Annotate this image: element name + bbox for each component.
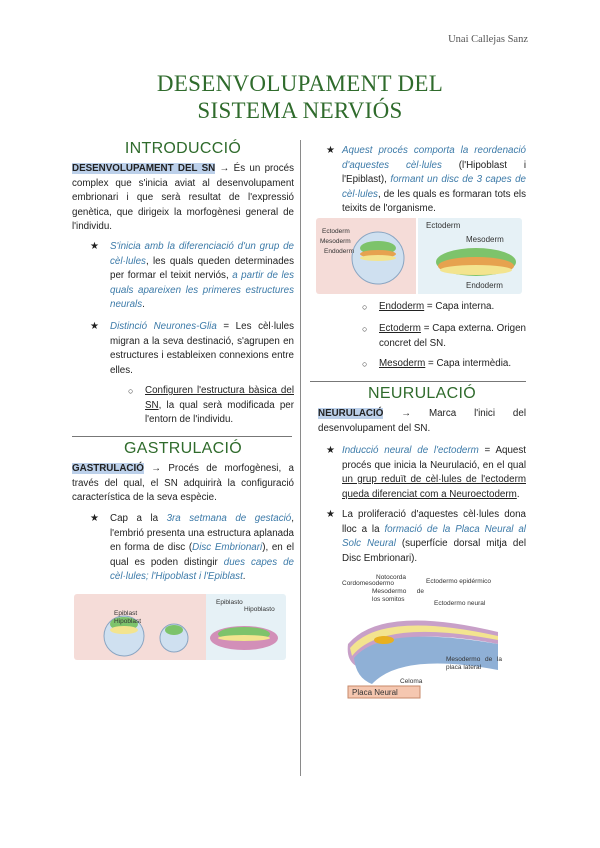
germ-layers-figure [316, 218, 522, 294]
gastrulation-figure [74, 594, 286, 660]
fig-label-mesodermo-somitos: Mesodermo de los somitos [372, 588, 424, 603]
neural-plate-figure [342, 574, 502, 702]
fig-label-ectoderm-left: Ectoderm [322, 228, 350, 235]
star-icon: ★ [90, 241, 99, 252]
fig-label-epiblast: Epiblast [114, 610, 138, 617]
right-column: ★ Aquest procés comporta la reordenació d'aquestes cèl·lules (l'Hipoblast i l'Epiblast), formant un disc de 3 capes de cèl·lules, de les quals es formaran tots els teixits de l'organisme. Ectoderm Mesoderm Endoderm Ectoderm Mesoderm Endoderm ○ Endoderm = Capa interna. ○ Ectoderm = Capa externa. Origen concret del SN. ○ Mesoderm = Capa intermèdia. NEURULACIÓ NEURULACIÓ → Marca l'inici del desenvolupament del SN. ★ Inducció neural de l'ectoderm = Aquest procés que inicia la Neurulació, en el qual un grup reduït de cèl·lules de l'ectoderm queda diferenciat com a Neuroectoderm. ★ La proliferació d'aquestes cèl·lules dona lloc a la formació de la Placa Neural al Solc Neural (superfície dorsal mitja del Disc Embrionari). Notocorda Ectodermo epidérmico Cordomesodermo Mesodermo de los somitos Ectodermo neural Mesodermo de la placa lateral Celoma Placa Neural [318, 0, 526, 848]
neurulation-heading: NEURULACIÓ [368, 385, 476, 402]
fig-label-ectodermo-epidermico: Ectodermo epidérmico [426, 578, 492, 585]
fig-label-mesoderm-left: Mesoderm [320, 238, 351, 245]
star-icon: ★ [326, 445, 335, 456]
fig-label-endoderm-left: Endoderm [324, 248, 354, 255]
gastrulation-paragraph: GASTRULACIÓ → Procés de morfogènesi, a través del qual, el SN adquirirà la configuració característica de la seva espècie. [72, 463, 294, 503]
intro-term: DESENVOLUPAMENT DEL SN [72, 163, 216, 174]
title-line-2: SISTEMA NERVIÓS [197, 98, 403, 123]
fig-label-ectoderm-right: Ectoderm [426, 221, 461, 230]
gastrulation-term: GASTRULACIÓ [72, 463, 144, 474]
intro-paragraph: DESENVOLUPAMENT DEL SN → És un procés complex que s'inicia aviat al desenvolupament embrionari i que serà resultat de l'expressió genètica, que dirigeix la morfogènesi general de l'individu. [72, 163, 294, 232]
fig-label-celoma: Celoma [400, 678, 423, 685]
fig-label-cordomesodermo: Cordomesodermo [342, 580, 395, 587]
title-line-1: DESENVOLUPAMENT DEL [156, 71, 444, 96]
fig-label-epiblasto: Epiblasto [216, 599, 243, 606]
star-icon: ★ [90, 513, 99, 524]
fig-label-endoderm-right: Endoderm [466, 281, 503, 290]
fig-label-mesodermo-placa: Mesodermo de la placa lateral [446, 656, 502, 671]
circle-bullet-icon: ○ [362, 302, 368, 312]
star-icon: ★ [90, 321, 99, 332]
fig-label-hypoblast: Hipoblast [114, 618, 142, 625]
column-divider [300, 140, 301, 776]
fig-label-ectodermo-neural: Ectodermo neural [434, 600, 486, 607]
gastrulation-illustration [74, 594, 286, 660]
left-column: INTRODUCCIÓ DESENVOLUPAMENT DEL SN → És un procés complex que s'inicia aviat al desenvolupament embrionari i que serà resultat de l'expressió genètica, que dirigeix la morfogènesi general de l'individu. ★ S'inicia amb la diferenciació d'un grup de cèl·lules, les quals queden determinades per formar el teixit nerviós, a partir de les quals apareixen les primeres estructures neurals. ★ Distinció Neurones-Glia = Les cèl·lules migran a la seva destinació, s'agrupen en estructures i estableixen connexions entre elles. ○ Configuren l'estructura bàsica del SN, la qual serà modificada per l'entorn de l'individu. GASTRULACIÓ GASTRULACIÓ → Procés de morfogènesi, a través del qual, el SN adquirirà la configuració característica de la seva espècie. ★ Cap a la 3ra setmana de gestació, l'embrió presenta una estructura aplanada en forma de disc (Disc Embrionari), en el qual es poden distingir dues capes de cèl·lules; l'Hipoblast i l'Epiblast. Epiblast Hipoblast Epiblasto Hipoblasto [72, 0, 294, 848]
star-icon: ★ [326, 145, 335, 156]
section-divider-left [72, 436, 292, 437]
fig-label-hipoblasto: Hipoblasto [244, 606, 275, 613]
fig-label-mesoderm-right: Mesoderm [466, 235, 504, 244]
circle-bullet-icon: ○ [128, 386, 134, 396]
neurulation-paragraph: NEURULACIÓ → Marca l'inici del desenvolupament del SN. [318, 408, 526, 434]
circle-bullet-icon: ○ [362, 324, 368, 334]
section-divider-right [310, 381, 526, 382]
neurulation-term: NEURULACIÓ [318, 408, 384, 419]
fig-label-notocorda: Notocorda [376, 574, 406, 581]
star-icon: ★ [326, 509, 335, 520]
fig-label-placa-neural: Placa Neural [352, 688, 398, 697]
gastrulation-heading: GASTRULACIÓ [124, 440, 242, 457]
intro-heading: INTRODUCCIÓ [124, 140, 242, 157]
circle-bullet-icon: ○ [362, 359, 368, 369]
intro-text: És un procés complex que s'inicia aviat al desenvolupament embrionari i que serà resultat de l'expressió genètica, que dirigeix la morfogènesi general de l'individu. [72, 163, 294, 232]
author-name: Unai Callejas Sanz [448, 34, 528, 45]
